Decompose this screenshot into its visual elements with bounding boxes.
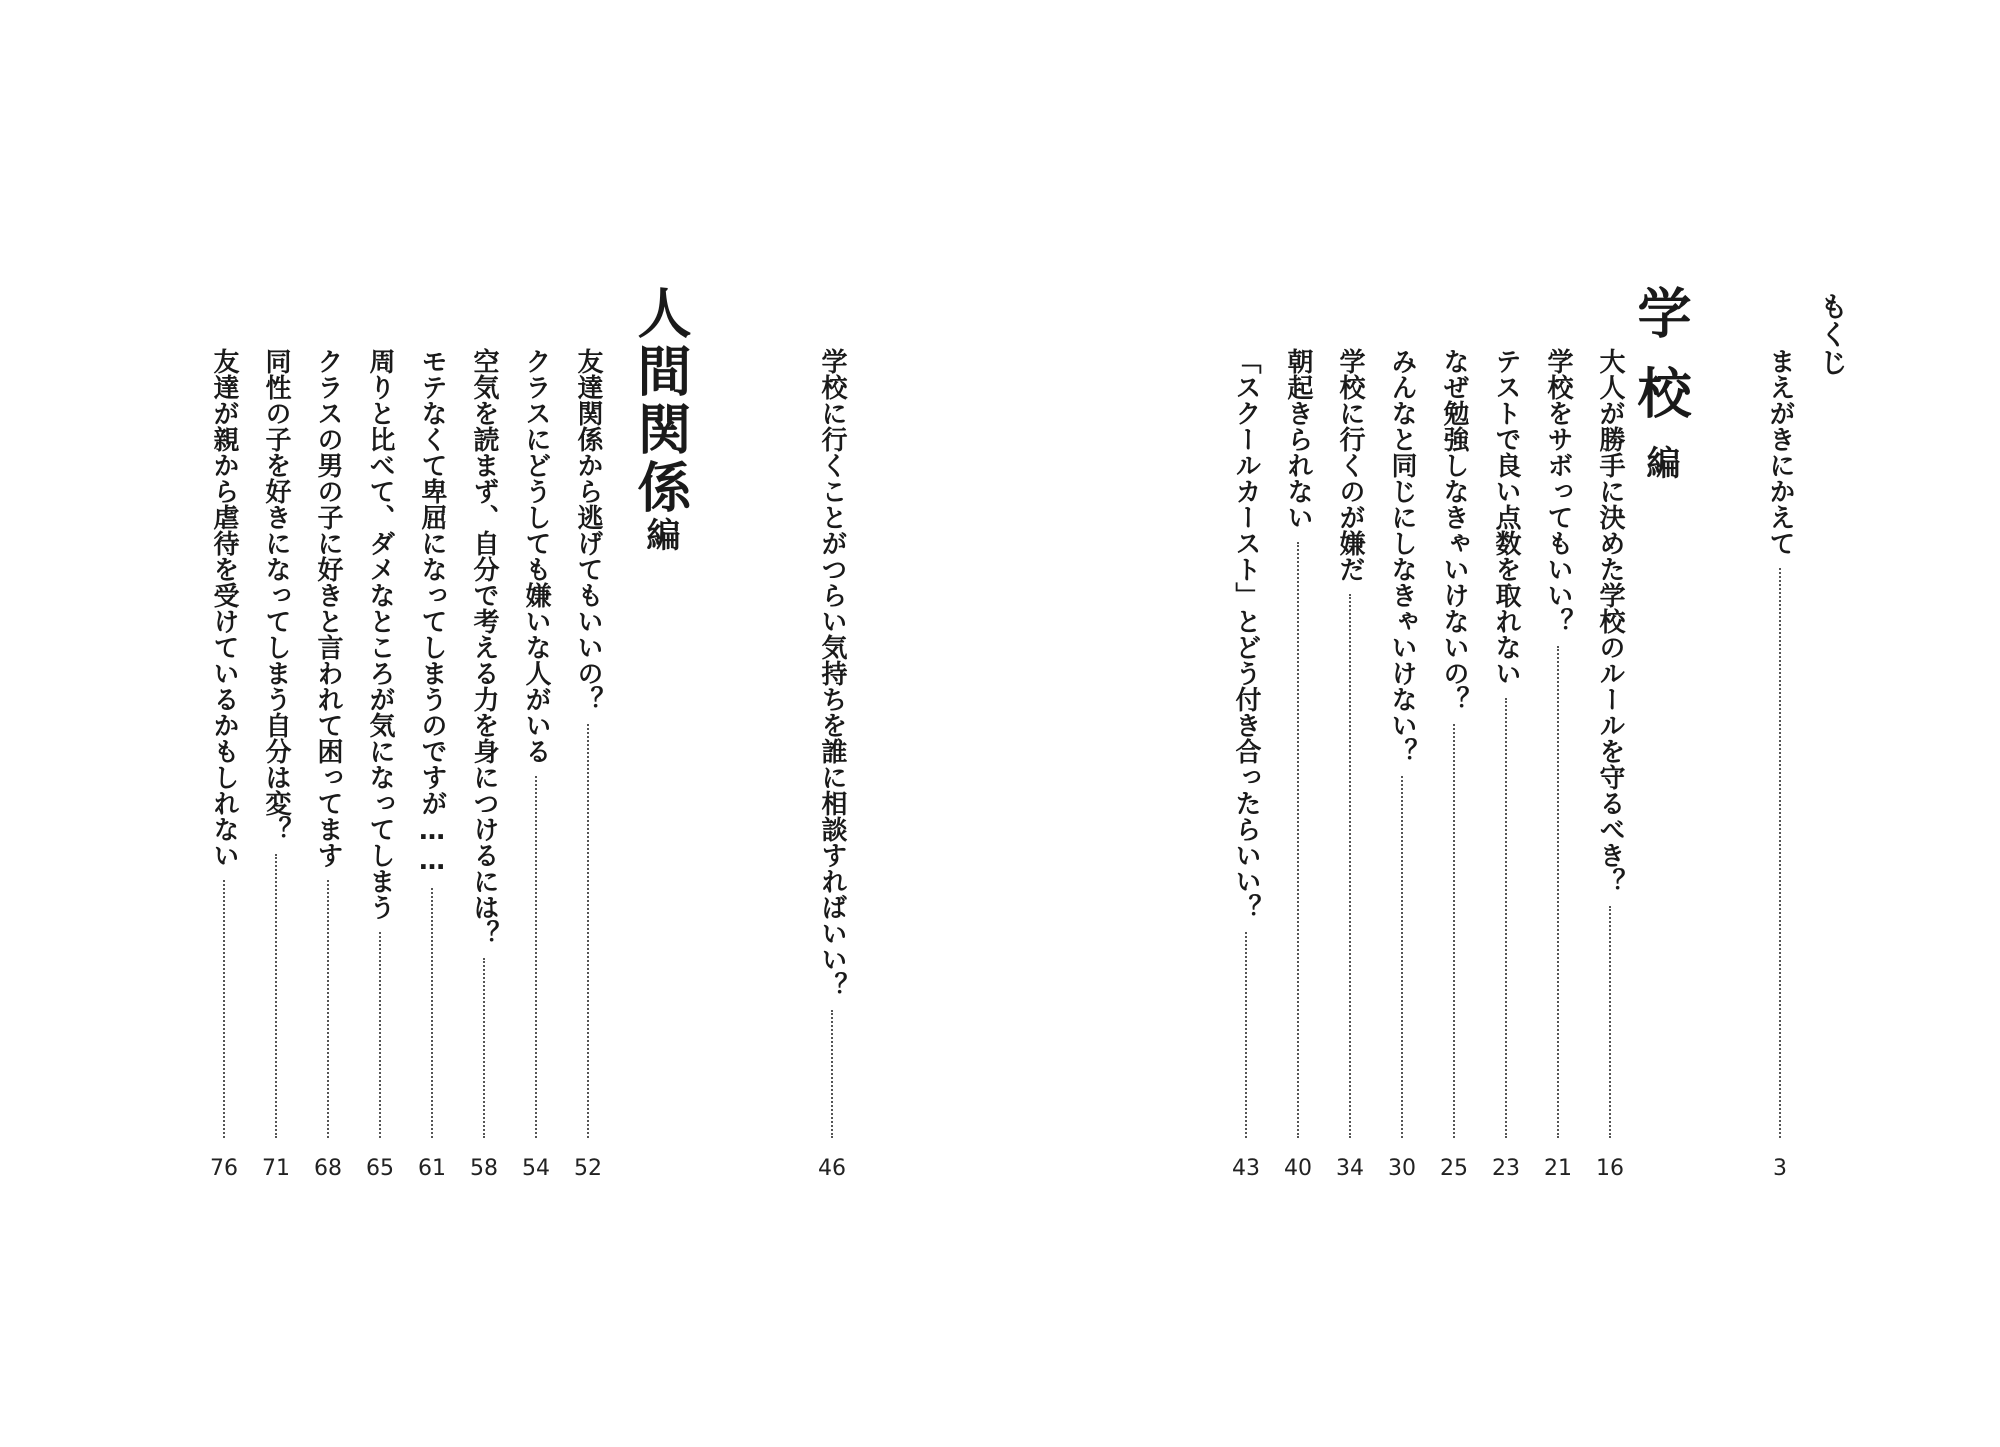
section-heading-suffix: 編 xyxy=(640,517,680,551)
toc-entry-page: 43 xyxy=(1232,1156,1260,1181)
dot-leader xyxy=(1401,776,1403,1138)
toc-entry-title: モテなくて卑屈になってしまうのですが…… xyxy=(417,348,447,876)
toc-entry-title: 空気を読まず、自分で考える力を身につけるには？ xyxy=(469,348,499,946)
toc-entry-page: 3 xyxy=(1773,1156,1787,1181)
toc-entry-page: 46 xyxy=(818,1156,846,1181)
dot-leader xyxy=(535,776,537,1138)
toc-entry[interactable] xyxy=(1590,348,1630,1181)
dot-leader xyxy=(223,880,225,1138)
toc-entry[interactable] xyxy=(412,348,452,1181)
section-heading-text: 学校 xyxy=(1629,285,1692,445)
toc-entry[interactable] xyxy=(360,348,400,1181)
toc-title: もくじ xyxy=(1816,292,1849,376)
toc-entry-page: 71 xyxy=(262,1156,290,1181)
toc-entry-title: 周りと比べて、ダメなところが気になってしまう xyxy=(365,348,395,920)
section-heading-suffix: 編 xyxy=(1640,445,1680,479)
dot-leader xyxy=(1297,542,1299,1138)
dot-leader xyxy=(483,958,485,1138)
toc-entry-page: 16 xyxy=(1596,1156,1624,1181)
toc-entry-title: 学校に行くことがつらい気持ちを誰に相談すればいい？ xyxy=(817,348,847,998)
dot-leader xyxy=(1779,568,1781,1138)
toc-entry-preface[interactable] xyxy=(1760,348,1800,1181)
dot-leader xyxy=(831,1010,833,1138)
dot-leader xyxy=(431,888,433,1138)
section-heading-school xyxy=(1620,285,1700,479)
section-heading-text: 人間関係 xyxy=(629,285,692,517)
dot-leader xyxy=(379,932,381,1138)
dot-leader xyxy=(1245,932,1247,1138)
toc-entry-page: 34 xyxy=(1336,1156,1364,1181)
toc-entry[interactable] xyxy=(464,348,504,1181)
toc-entry-page: 58 xyxy=(470,1156,498,1181)
toc-entry-page: 76 xyxy=(210,1156,238,1181)
toc-entry-page: 54 xyxy=(522,1156,550,1181)
toc-entry-page: 25 xyxy=(1440,1156,1468,1181)
toc-entry[interactable] xyxy=(568,348,608,1181)
toc-entry-title: クラスにどうしても嫌いな人がいる xyxy=(521,348,551,764)
toc-entry-title: みんなと同じにしなきゃいけない？ xyxy=(1387,348,1417,764)
toc-entry-page: 30 xyxy=(1388,1156,1416,1181)
toc-entry-title: 学校に行くのが嫌だ xyxy=(1335,348,1365,582)
toc-entry-title: テストで良い点数を取れない xyxy=(1491,348,1521,686)
toc-entry-title: 「スクールカースト」とどう付き合ったらいい？ xyxy=(1231,348,1261,920)
dot-leader xyxy=(327,880,329,1138)
dot-leader xyxy=(275,854,277,1138)
dot-leader xyxy=(1505,698,1507,1138)
toc-entry-title: なぜ勉強しなきゃいけないの？ xyxy=(1439,348,1469,712)
toc-entry-page: 68 xyxy=(314,1156,342,1181)
toc-entry[interactable] xyxy=(1382,348,1422,1181)
dot-leader xyxy=(1453,724,1455,1138)
toc-entry[interactable] xyxy=(516,348,556,1181)
toc-entry[interactable] xyxy=(1486,348,1526,1181)
toc-entry-page: 40 xyxy=(1284,1156,1312,1181)
toc-entry[interactable] xyxy=(308,348,348,1181)
toc-entry[interactable] xyxy=(204,348,244,1181)
dot-leader xyxy=(587,724,589,1138)
dot-leader xyxy=(1349,594,1351,1138)
toc-entry[interactable] xyxy=(812,348,852,1181)
toc-entry[interactable] xyxy=(1278,348,1318,1181)
toc-entry-title: まえがきにかえて xyxy=(1765,348,1795,556)
toc-entry-title: 友達関係から逃げてもいいの？ xyxy=(573,348,603,712)
toc-entry[interactable] xyxy=(1330,348,1370,1181)
toc-entry-page: 52 xyxy=(574,1156,602,1181)
section-heading-human-relations xyxy=(620,285,700,551)
toc-entry-title: 大人が勝手に決めた学校のルールを守るべき？ xyxy=(1595,348,1625,894)
toc-entry-title: 学校をサボってもいい？ xyxy=(1543,348,1573,634)
dot-leader xyxy=(1557,646,1559,1138)
toc-entry[interactable] xyxy=(256,348,296,1181)
dot-leader xyxy=(1609,906,1611,1138)
toc-entry-page: 61 xyxy=(418,1156,446,1181)
toc-entry[interactable] xyxy=(1434,348,1474,1181)
toc-entry-title: 友達が親から虐待を受けているかもしれない xyxy=(209,348,239,868)
toc-entry-page: 65 xyxy=(366,1156,394,1181)
toc-entry[interactable] xyxy=(1538,348,1578,1181)
toc-entry-title: 同性の子を好きになってしまう自分は変？ xyxy=(261,348,291,842)
toc-entry-page: 21 xyxy=(1544,1156,1572,1181)
toc-entry-title: 朝起きられない xyxy=(1283,348,1313,530)
toc-entry-title: クラスの男の子に好きと言われて困ってます xyxy=(313,348,343,868)
toc-entry-page: 23 xyxy=(1492,1156,1520,1181)
toc-entry[interactable] xyxy=(1226,348,1266,1181)
